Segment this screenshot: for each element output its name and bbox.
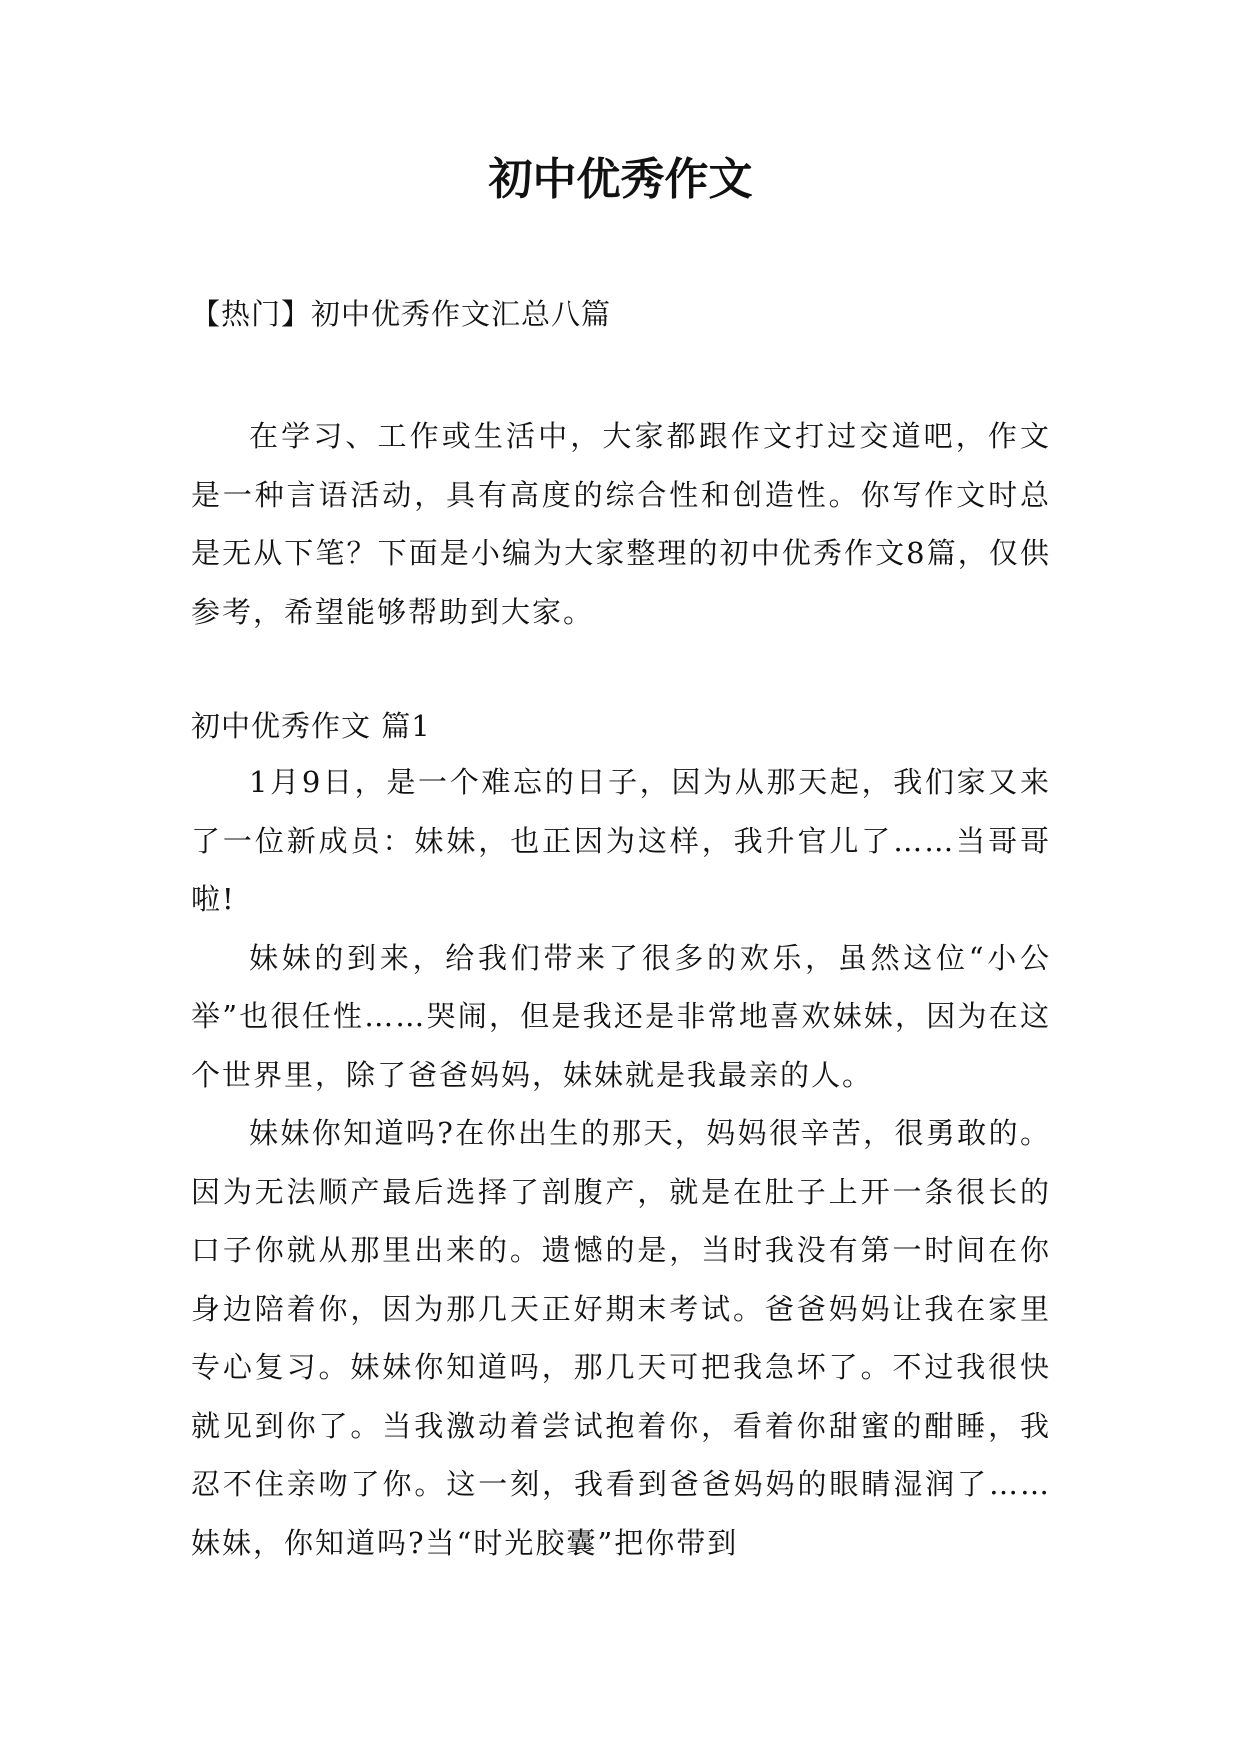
document-subtitle: 【热门】初中优秀作文汇总八篇 xyxy=(191,297,612,331)
intro-paragraph: 在学习、工作或生活中，大家都跟作文打过交道吧，作文是一种言语活动，具有高度的综合性和创造性。你写作文时总是无从下笔？下面是小编为大家整理的初中优秀作文8篇，仅供参考，希望能够帮助到大家。 xyxy=(191,419,1051,629)
essay-paragraph-1: 1月9日，是一个难忘的日子，因为从那天起，我们家又来了一位新成员：妹妹，也正因为这样，我升官儿了……当哥哥啦! xyxy=(191,765,1051,916)
essay-body xyxy=(191,753,1051,1572)
section-heading: 初中优秀作文 篇1 xyxy=(191,709,431,743)
essay-paragraph-3: 妹妹你知道吗?在你出生的那天，妈妈很辛苦，很勇敢的。因为无法顺产最后选择了剖腹产，就是在肚子上开一条很长的口子你就从那里出来的。遗憾的是，当时我没有第一时间在你身边陪着你，因为那几天正好期末考试。爸爸妈妈让我在家里专心复习。妹妹你知道吗，那几天可把我急坏了。不过我很快就见到你了。当我激动着尝试抱着你，看着你甜蜜的酣睡，我忍不住亲吻了你。这一刻，我看到爸爸妈妈的眼睛湿润了……妹妹，你知道吗?当“时光胶囊”把你带到 xyxy=(191,1116,1051,1560)
document-title: 初中优秀作文 xyxy=(488,154,753,205)
essay-paragraph-2: 妹妹的到来，给我们带来了很多的欢乐，虽然这位“小公举”也很任性……哭闹，但是我还是非常地喜欢妹妹，因为在这个世界里，除了爸爸妈妈，妹妹就是我最亲的人。 xyxy=(191,940,1051,1092)
intro-block xyxy=(191,407,1051,641)
